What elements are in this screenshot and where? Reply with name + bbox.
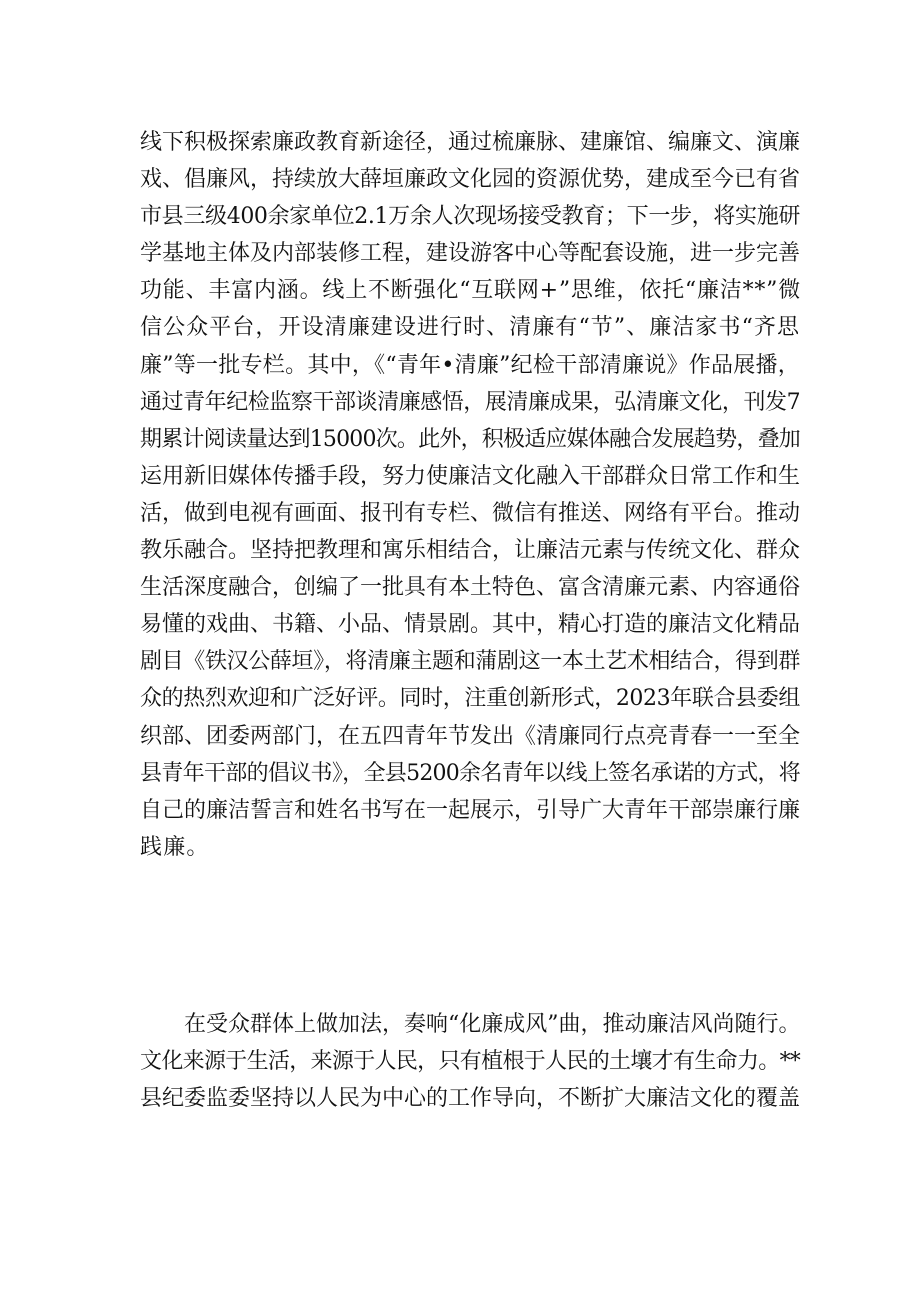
text-line: 教乐融合。坚持把教理和寓乐相结合，让廉洁元素与传统文化、群众: [140, 538, 801, 564]
text-line: 织部、团委两部门，在五四青年节发出《清廉同行点亮青春一一至全: [140, 723, 801, 749]
text-line: 戏、倡廉风，持续放大薛垣廉政文化园的资源优势，建成至今已有省: [140, 167, 801, 193]
text-line: 学基地主体及内部装修工程，建设游客中心等配套设施，进一步完善: [140, 241, 801, 267]
text-line: 县青年干部的倡议书》，全县5200余名青年以线上签名承诺的方式，将: [140, 760, 800, 786]
text-line: 文化来源于生活，来源于人民，只有植根于人民的土壤才有生命力。**: [140, 1049, 800, 1075]
text-line: 践廉。: [140, 834, 210, 860]
text-line: 市县三级400余家单位2.1万余人次现场接受教育；下一步，将实施研: [140, 204, 800, 230]
text-line: 生活深度融合，创编了一批具有本土特色、富含清廉元素、内容通俗: [140, 575, 801, 601]
text-line: 通过青年纪检监察干部谈清廉感悟，展清廉成果，弘清廉文化，刊发7: [140, 389, 800, 415]
text-line: 运用新旧媒体传播手段，努力使廉洁文化融入干部群众日常工作和生: [140, 463, 801, 489]
text-line: 在受众群体上做加法，奏响“化廉成风”曲，推动廉洁风尚随行。: [184, 1012, 801, 1037]
text-line: 信公众平台，开设清廉建设进行时、清廉有“节”、廉洁家书“齐思: [140, 315, 800, 341]
text-line: 线下积极探索廉政教育新途径，通过梳廉脉、建廉馆、编廉文、演廉: [140, 130, 801, 155]
text-line: 众的热烈欢迎和广泛好评。同时，注重创新形式，2023年联合县委组: [140, 686, 800, 712]
text-line: 易懂的戏曲、书籍、小品、情景剧。其中，精心打造的廉洁文化精品: [140, 612, 801, 638]
paragraph-2: [140, 1006, 800, 1117]
text-line: 县纪委监委坚持以人民为中心的工作导向，不断扩大廉洁文化的覆盖: [140, 1086, 801, 1112]
text-line: 期累计阅读量达到15000次。此外，积极适应媒体融合发展趋势，叠加: [140, 426, 800, 452]
text-line: 活，做到电视有画面、报刊有专栏、微信有推送、网络有平台。推动: [140, 500, 801, 526]
text-line: 功能、丰富内涵。线上不断强化“互联网+”思维，依托“廉洁**”微: [140, 278, 802, 304]
text-line: 自己的廉洁誓言和姓名书写在一起展示，引导广大青年干部崇廉行廉: [140, 797, 801, 823]
text-line: 剧目《铁汉公薛垣》，将清廉主题和蒲剧这一本土艺术相结合，得到群: [140, 649, 800, 675]
paragraph-1: [140, 124, 800, 866]
text-line: 廉”等一批专栏。其中，《“青年•清廉”纪检干部清廉说》作品展播，: [140, 352, 800, 378]
